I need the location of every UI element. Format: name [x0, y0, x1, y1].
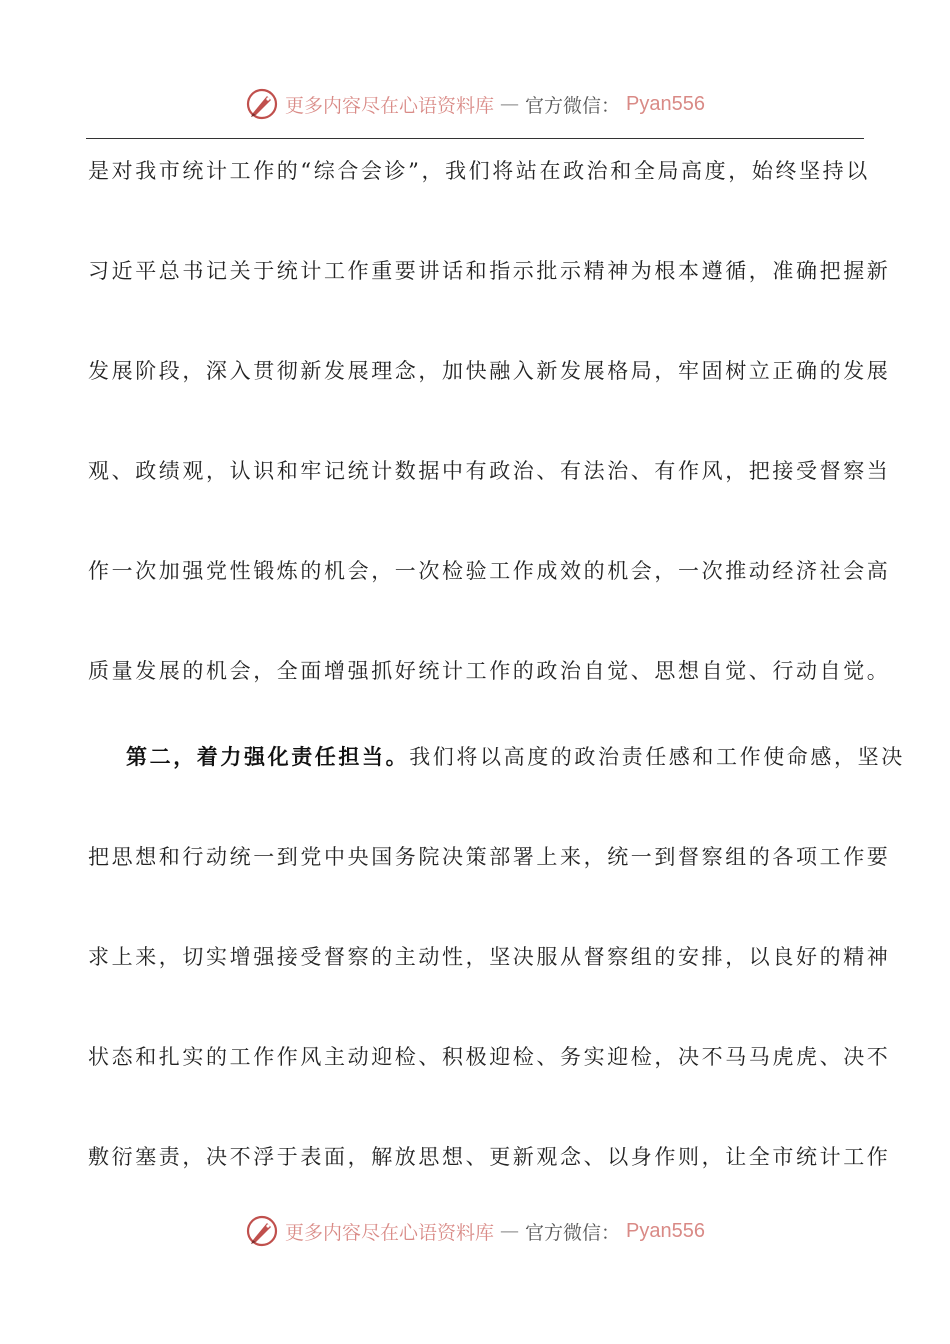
paragraph-line: 观、政绩观，认识和牢记统计数据中有政治、有法治、有作风，把接受督察当	[88, 459, 891, 483]
watermark-wechat-label: 官方微信：	[525, 1221, 621, 1244]
section-heading: 第二，着力强化责任担当。	[126, 745, 410, 769]
paragraph-line: 作一次加强党性锻炼的机会，一次检验工作成效的机会，一次推动经济社会高	[88, 559, 891, 583]
paragraph-line: 状态和扎实的工作作风主动迎检、积极迎检、务实迎检，决不马马虎虎、决不	[88, 1045, 891, 1069]
watermark-wechat-id: Pyan556	[626, 1219, 705, 1242]
paragraph-line: 求上来，切实增强接受督察的主动性，坚决服从督察组的安排，以良好的精神	[88, 945, 891, 969]
paragraph-text: 我们将以高度的政治责任感和工作使命感，坚决	[409, 745, 905, 769]
watermark-wechat-label: 官方微信：	[525, 94, 621, 117]
paragraph-line: 质量发展的机会，全面增强抓好统计工作的政治自觉、思想自觉、行动自觉。	[88, 659, 891, 683]
watermark-dash: —	[500, 93, 520, 115]
watermark-dash: —	[500, 1220, 520, 1242]
paragraph-line: 是对我市统计工作的“综合会诊”，我们将站在政治和全局高度，始终坚持以	[88, 159, 870, 183]
paragraph-line: 习近平总书记关于统计工作重要讲话和指示批示精神为根本遵循，准确把握新	[88, 259, 891, 283]
pen-nib-logo-icon	[245, 1214, 279, 1248]
paragraph-first-line	[126, 734, 905, 780]
header-divider	[86, 138, 864, 139]
paragraph-line: 敷衍塞责，决不浮于表面，解放思想、更新观念、以身作则，让全市统计工作	[88, 1145, 891, 1169]
paragraph-line: 发展阶段，深入贯彻新发展理念，加快融入新发展格局，牢固树立正确的发展	[88, 359, 891, 383]
watermark-brand: 更多内容尽在心语资料库	[285, 1221, 495, 1244]
footer-watermark	[0, 1211, 950, 1251]
watermark-brand: 更多内容尽在心语资料库	[285, 94, 495, 117]
paragraph-line: 把思想和行动统一到党中央国务院决策部署上来，统一到督察组的各项工作要	[88, 845, 891, 869]
header-watermark	[0, 84, 950, 124]
watermark-wechat-id: Pyan556	[626, 92, 705, 115]
pen-nib-logo-icon	[245, 87, 279, 121]
